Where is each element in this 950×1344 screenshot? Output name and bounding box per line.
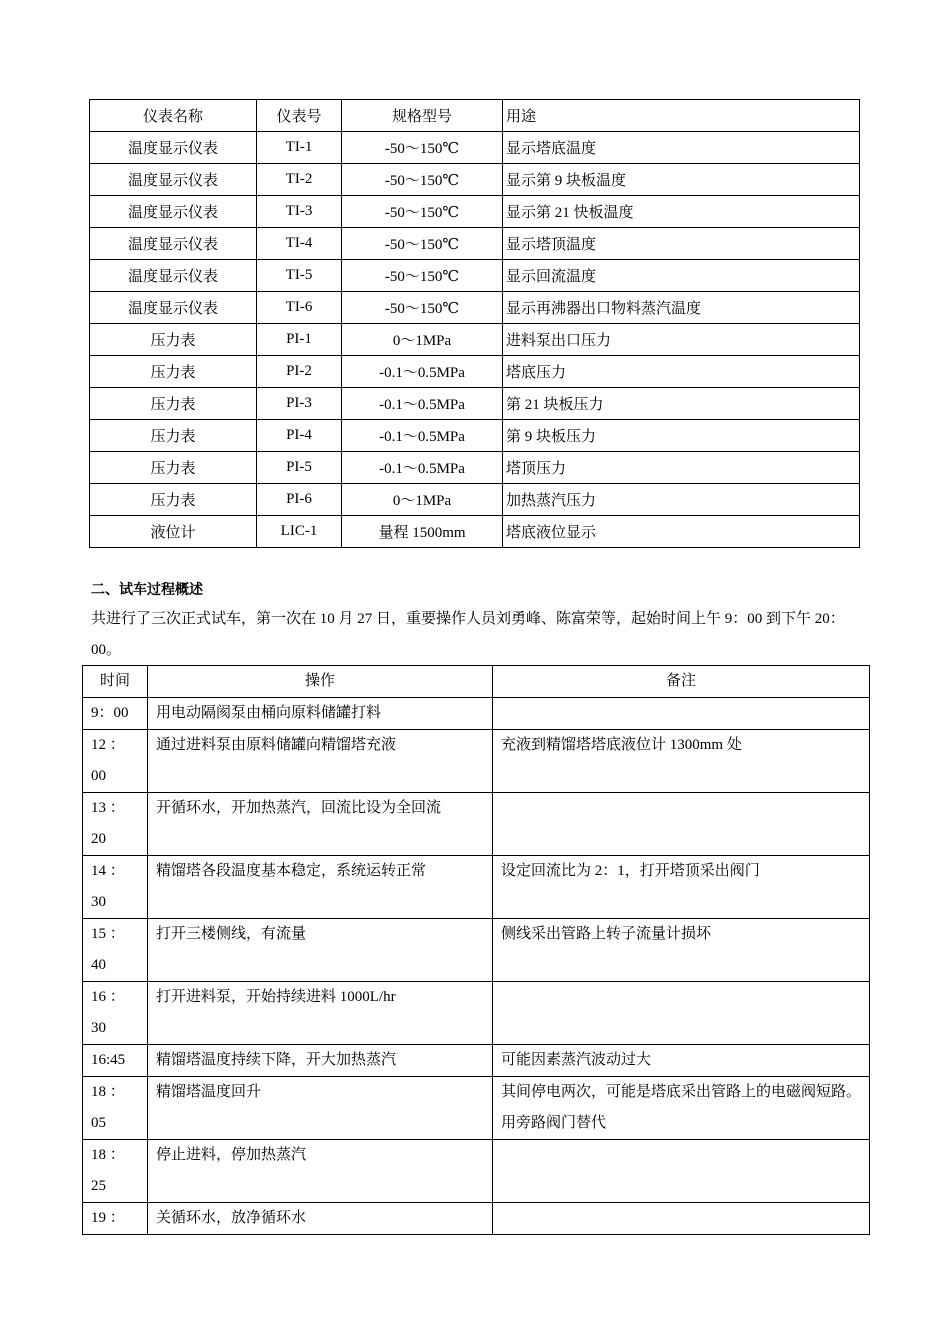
table-cell: -0.1～0.5MPa bbox=[342, 420, 503, 452]
column-header: 仪表号 bbox=[257, 100, 342, 132]
table-cell: PI-3 bbox=[257, 388, 342, 420]
table-cell: 量程 1500mm bbox=[342, 516, 503, 548]
table-cell: PI-5 bbox=[257, 452, 342, 484]
table-cell: 压力表 bbox=[90, 324, 257, 356]
time-minute: 05 bbox=[91, 1115, 106, 1131]
table-cell: 显示再沸器出口物料蒸汽温度 bbox=[503, 292, 860, 324]
table-header-row bbox=[83, 666, 870, 698]
table-row bbox=[90, 484, 860, 516]
column-header: 用途 bbox=[503, 100, 860, 132]
note-cell bbox=[493, 698, 870, 730]
table-row bbox=[90, 452, 860, 484]
trial-log-table bbox=[82, 665, 870, 1235]
note-cell: 其间停电两次，可能是塔底采出管路上的电磁阀短路。用旁路阀门替代 bbox=[493, 1077, 870, 1140]
table-row bbox=[83, 1203, 870, 1235]
time-hour: 12 ： bbox=[91, 737, 125, 753]
table-cell: 压力表 bbox=[90, 388, 257, 420]
operation-cell: 停止进料，停加热蒸汽 bbox=[148, 1140, 493, 1203]
operation-cell: 打开三楼侧线，有流量 bbox=[148, 919, 493, 982]
table-cell: 进料泵出口压力 bbox=[503, 324, 860, 356]
time-cell bbox=[83, 982, 148, 1045]
table-cell: 温度显示仪表 bbox=[90, 260, 257, 292]
table-row bbox=[90, 132, 860, 164]
note-cell bbox=[493, 1140, 870, 1203]
table-cell: 温度显示仪表 bbox=[90, 196, 257, 228]
table-row bbox=[90, 228, 860, 260]
time-cell bbox=[83, 730, 148, 793]
table-cell: 塔顶压力 bbox=[503, 452, 860, 484]
table-cell: 温度显示仪表 bbox=[90, 292, 257, 324]
column-header: 仪表名称 bbox=[90, 100, 257, 132]
time-minute: 40 bbox=[91, 957, 106, 973]
time-minute: 20 bbox=[91, 831, 106, 847]
table-cell: -0.1～0.5MPa bbox=[342, 452, 503, 484]
table-cell: -50～150℃ bbox=[342, 196, 503, 228]
table-row bbox=[83, 793, 870, 856]
column-header: 备注 bbox=[493, 666, 870, 698]
note-cell: 充液到精馏塔塔底液位计 1300mm 处 bbox=[493, 730, 870, 793]
time-cell bbox=[83, 1077, 148, 1140]
table-cell: PI-1 bbox=[257, 324, 342, 356]
time-hour: 19 ： bbox=[91, 1210, 125, 1226]
table-cell: 0～1MPa bbox=[342, 484, 503, 516]
table-cell: 0～1MPa bbox=[342, 324, 503, 356]
time-cell bbox=[83, 1045, 148, 1077]
table-cell: 温度显示仪表 bbox=[90, 132, 257, 164]
time-cell bbox=[83, 919, 148, 982]
table-row bbox=[90, 324, 860, 356]
table-row bbox=[90, 388, 860, 420]
note-cell bbox=[493, 1203, 870, 1235]
time-minute: 25 bbox=[91, 1178, 106, 1194]
table-row bbox=[90, 260, 860, 292]
operation-cell: 打开进料泵，开始持续进料 1000L/hr bbox=[148, 982, 493, 1045]
time-minute: 30 bbox=[91, 1020, 106, 1036]
time-hour: 16:45 bbox=[91, 1052, 126, 1068]
table-cell: -50～150℃ bbox=[342, 292, 503, 324]
note-cell: 设定回流比为 2：1，打开塔顶采出阀门 bbox=[493, 856, 870, 919]
time-minute: 00 bbox=[91, 768, 106, 784]
time-cell bbox=[83, 1140, 148, 1203]
table-row bbox=[83, 919, 870, 982]
time-cell bbox=[83, 1203, 148, 1235]
table-cell: 显示塔顶温度 bbox=[503, 228, 860, 260]
table-cell: TI-5 bbox=[257, 260, 342, 292]
table-cell: TI-4 bbox=[257, 228, 342, 260]
time-hour: 9：00 bbox=[91, 705, 129, 721]
table-row bbox=[83, 698, 870, 730]
table-row bbox=[90, 164, 860, 196]
table-cell: -50～150℃ bbox=[342, 132, 503, 164]
table-cell: 温度显示仪表 bbox=[90, 164, 257, 196]
table-row bbox=[83, 1045, 870, 1077]
time-cell bbox=[83, 698, 148, 730]
table-row bbox=[90, 356, 860, 388]
table-row bbox=[83, 856, 870, 919]
table-cell: -0.1～0.5MPa bbox=[342, 356, 503, 388]
table-cell: 压力表 bbox=[90, 420, 257, 452]
column-header: 操作 bbox=[148, 666, 493, 698]
instrument-table bbox=[89, 99, 860, 548]
table-cell: PI-2 bbox=[257, 356, 342, 388]
table-cell: 显示塔底温度 bbox=[503, 132, 860, 164]
table-row bbox=[83, 1140, 870, 1203]
operation-cell: 用电动隔阂泵由桶向原料储罐打料 bbox=[148, 698, 493, 730]
table-row bbox=[90, 196, 860, 228]
operation-cell: 精馏塔温度持续下降，开大加热蒸汽 bbox=[148, 1045, 493, 1077]
table-row bbox=[83, 730, 870, 793]
column-header: 规格型号 bbox=[342, 100, 503, 132]
table-cell: 塔底液位显示 bbox=[503, 516, 860, 548]
table-cell: -50～150℃ bbox=[342, 228, 503, 260]
note-cell bbox=[493, 982, 870, 1045]
table-row bbox=[90, 292, 860, 324]
table-cell: PI-6 bbox=[257, 484, 342, 516]
note-cell: 可能因素蒸汽波动过大 bbox=[493, 1045, 870, 1077]
operation-cell: 开循环水，开加热蒸汽，回流比设为全回流 bbox=[148, 793, 493, 856]
operation-cell: 精馏塔各段温度基本稳定，系统运转正常 bbox=[148, 856, 493, 919]
table-cell: -50～150℃ bbox=[342, 164, 503, 196]
table-cell: PI-4 bbox=[257, 420, 342, 452]
section-title: 二、试车过程概述 bbox=[91, 582, 203, 598]
table-cell: TI-6 bbox=[257, 292, 342, 324]
time-hour: 13 ： bbox=[91, 800, 125, 816]
table-cell: 第 9 块板压力 bbox=[503, 420, 860, 452]
time-cell bbox=[83, 793, 148, 856]
table-row bbox=[90, 420, 860, 452]
time-hour: 14 ： bbox=[91, 863, 125, 879]
operation-cell: 通过进料泵由原料储罐向精馏塔充液 bbox=[148, 730, 493, 793]
table-cell: TI-2 bbox=[257, 164, 342, 196]
table-cell: TI-1 bbox=[257, 132, 342, 164]
note-cell: 侧线采出管路上转子流量计损坏 bbox=[493, 919, 870, 982]
table-row bbox=[83, 1077, 870, 1140]
table-cell: TI-3 bbox=[257, 196, 342, 228]
table-cell: -0.1～0.5MPa bbox=[342, 388, 503, 420]
time-hour: 15 ： bbox=[91, 926, 125, 942]
table-cell: 显示回流温度 bbox=[503, 260, 860, 292]
table-cell: 塔底压力 bbox=[503, 356, 860, 388]
table-cell: -50～150℃ bbox=[342, 260, 503, 292]
table-cell: 显示第 21 快板温度 bbox=[503, 196, 860, 228]
time-hour: 16 ： bbox=[91, 989, 125, 1005]
time-hour: 18 ： bbox=[91, 1084, 125, 1100]
intro-paragraph: 共进行了三次正式试车，第一次在 10 月 27 日，重要操作人员刘勇峰、陈富荣等，起始时间上午 9：00 到下午 20：00。 bbox=[91, 611, 845, 658]
table-cell: 压力表 bbox=[90, 484, 257, 516]
operation-cell: 关循环水，放净循环水 bbox=[148, 1203, 493, 1235]
table-cell: 显示第 9 块板温度 bbox=[503, 164, 860, 196]
table-row bbox=[83, 982, 870, 1045]
operation-cell: 精馏塔温度回升 bbox=[148, 1077, 493, 1140]
table-cell: 压力表 bbox=[90, 452, 257, 484]
note-cell bbox=[493, 793, 870, 856]
time-hour: 18 ： bbox=[91, 1147, 125, 1163]
table-cell: 加热蒸汽压力 bbox=[503, 484, 860, 516]
table-cell: 压力表 bbox=[90, 356, 257, 388]
table-cell: LIC-1 bbox=[257, 516, 342, 548]
time-cell bbox=[83, 856, 148, 919]
table-header-row bbox=[90, 100, 860, 132]
table-row bbox=[90, 516, 860, 548]
column-header: 时间 bbox=[83, 666, 148, 698]
time-minute: 30 bbox=[91, 894, 106, 910]
table-cell: 液位计 bbox=[90, 516, 257, 548]
table-cell: 第 21 块板压力 bbox=[503, 388, 860, 420]
table-cell: 温度显示仪表 bbox=[90, 228, 257, 260]
